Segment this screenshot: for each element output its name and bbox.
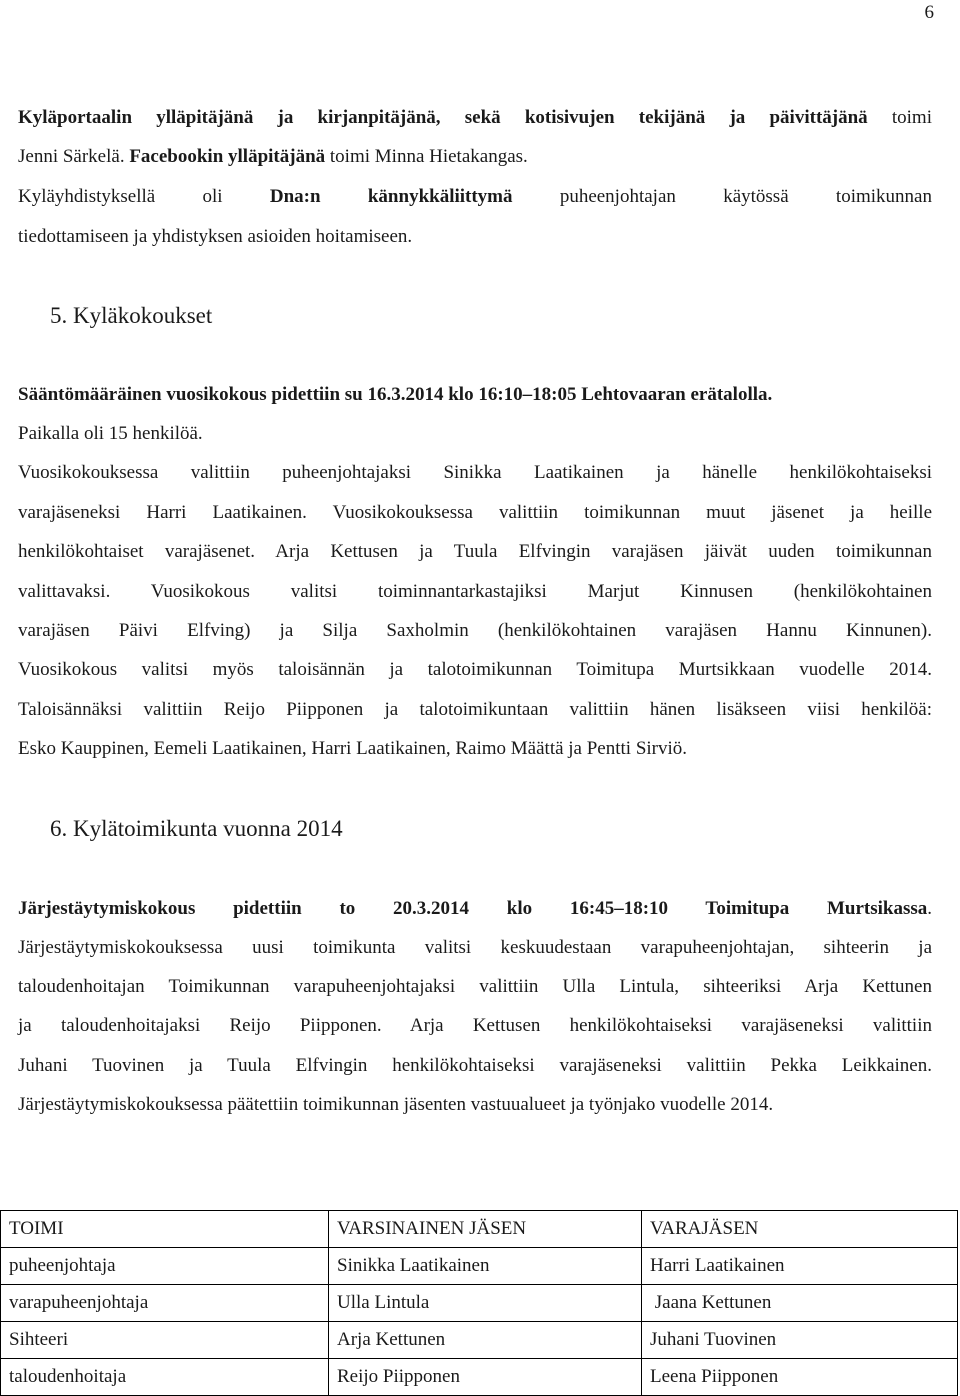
intro-line-2 [18,144,932,170]
table-header-cell: VARAJÄSEN [642,1211,958,1248]
s5-line-4: henkilökohtaiset varajäsenet. Arja Kettusen ja Tuula Elfvingin varajäsen jäivät uuden toimikunnan [18,541,932,562]
s5-line-5: valittavaksi. Vuosikokous valitsi toiminnantarkastajiksi Marjut Kinnusen (henkilökohtainen [18,581,932,602]
s5-line-8: Taloisännäksi valittiin Reijo Piipponen ja talotoimikuntaan valittiin hänen lisäkseen viisi henkilöä: [18,699,932,720]
s6-line-5: Järjestäytymiskokouksessa päätettiin toimikunnan jäsenten vastuualueet ja työnjako vuodelle 2014. [18,1094,774,1115]
table-row [1,1359,958,1396]
s5-line-6: varajäsen Päivi Elfving) ja Silja Saxholmin (henkilökohtainen varajäsen Hannu Kinnunen). [18,620,932,641]
table-row [1,1322,958,1359]
text-span: puheenjohtajan käytössä toimikunnan [512,186,932,207]
s6-line-1: Järjestäytymiskokouksessa uusi toimikunta valitsi keskuudestaan varapuheenjohtajan, sihteerin ja [18,937,932,958]
text-span: Kyläyhdistyksellä oli [18,186,270,207]
table-cell: Harri Laatikainen [642,1248,958,1285]
org-meeting-line [18,896,932,922]
annual-meeting-line: Sääntömääräinen vuosikokous pidettiin su 16.3.2014 klo 16:10–18:05 Lehtovaaran erätalolla. [18,384,773,405]
table-cell: Juhani Tuovinen [642,1322,958,1359]
table-row [1,1248,958,1285]
table-cell: varapuheenjohtaja [1,1285,329,1322]
s6-line-3: ja taloudenhoitajaksi Reijo Piipponen. Arja Kettusen henkilökohtaiseksi varajäseneksi valittiin [18,1015,932,1036]
table-cell: Reijo Piipponen [329,1359,642,1396]
bold-phrase: Kyläportaalin ylläpitäjänä ja kirjanpitäjänä, sekä kotisivujen tekijänä ja päivittäjänä [18,107,868,128]
s6-line-2: taloudenhoitajan Toimikunnan varapuheenjohtajaksi valittiin Ulla Lintula, sihteeriksi Arja Kettunen [18,976,932,997]
table-cell: Arja Kettunen [329,1322,642,1359]
table-cell: Sihteeri [1,1322,329,1359]
table-cell: Jaana Kettunen [642,1285,958,1322]
committee-table [0,1210,958,1396]
text-span: . [927,898,932,919]
text-span: Jenni Särkelä. [18,146,130,167]
table-row [1,1285,958,1322]
table-cell: Sinikka Laatikainen [329,1248,642,1285]
text-span: toimi Minna Hietakangas. [325,146,528,167]
table-header-row [1,1211,958,1248]
s5-line-7: Vuosikokous valitsi myös taloisännän ja talotoimikunnan Toimitupa Murtsikkaan vuodelle 2014. [18,659,932,680]
s6-line-4: Juhani Tuovinen ja Tuula Elfvingin henkilökohtaiseksi varajäseneksi valittiin Pekka Leikkainen. [18,1055,932,1076]
section-6-heading: 6. Kylätoimikunta vuonna 2014 [50,816,343,841]
intro-line-4: tiedottamiseen ja yhdistyksen asioiden hoitamiseen. [18,226,413,247]
table-cell: Leena Piipponen [642,1359,958,1396]
section-5-heading: 5. Kyläkokoukset [50,303,213,328]
table-cell: puheenjohtaja [1,1248,329,1285]
table-header-cell: VARSINAINEN JÄSEN [329,1211,642,1248]
s5-line-3: varajäseneksi Harri Laatikainen. Vuosikokouksessa valittiin toimikunnan muut jäsenet ja heille [18,502,932,523]
intro-line-3 [18,184,932,210]
bold-phrase: Järjestäytymiskokous pidettiin to 20.3.2014 klo 16:45–18:10 Toimitupa Murtsikassa [18,898,928,919]
s5-line-2: Vuosikokouksessa valittiin puheenjohtajaksi Sinikka Laatikainen ja hänelle henkilökohtaiseksi [18,462,932,483]
table-cell: taloudenhoitaja [1,1359,329,1396]
bold-phrase: Dna:n kännykkäliittymä [269,186,513,207]
page-number: 6 [924,2,934,23]
bold-phrase: Facebookin ylläpitäjänä [129,146,326,167]
text-span: toimi [867,107,932,128]
s5-line-1: Paikalla oli 15 henkilöä. [18,423,203,444]
table-header-cell: TOIMI [1,1211,329,1248]
table-cell: Ulla Lintula [329,1285,642,1322]
s5-line-9: Esko Kauppinen, Eemeli Laatikainen, Harri Laatikainen, Raimo Määttä ja Pentti Sirviö. [18,738,688,759]
intro-line-1 [18,105,932,131]
